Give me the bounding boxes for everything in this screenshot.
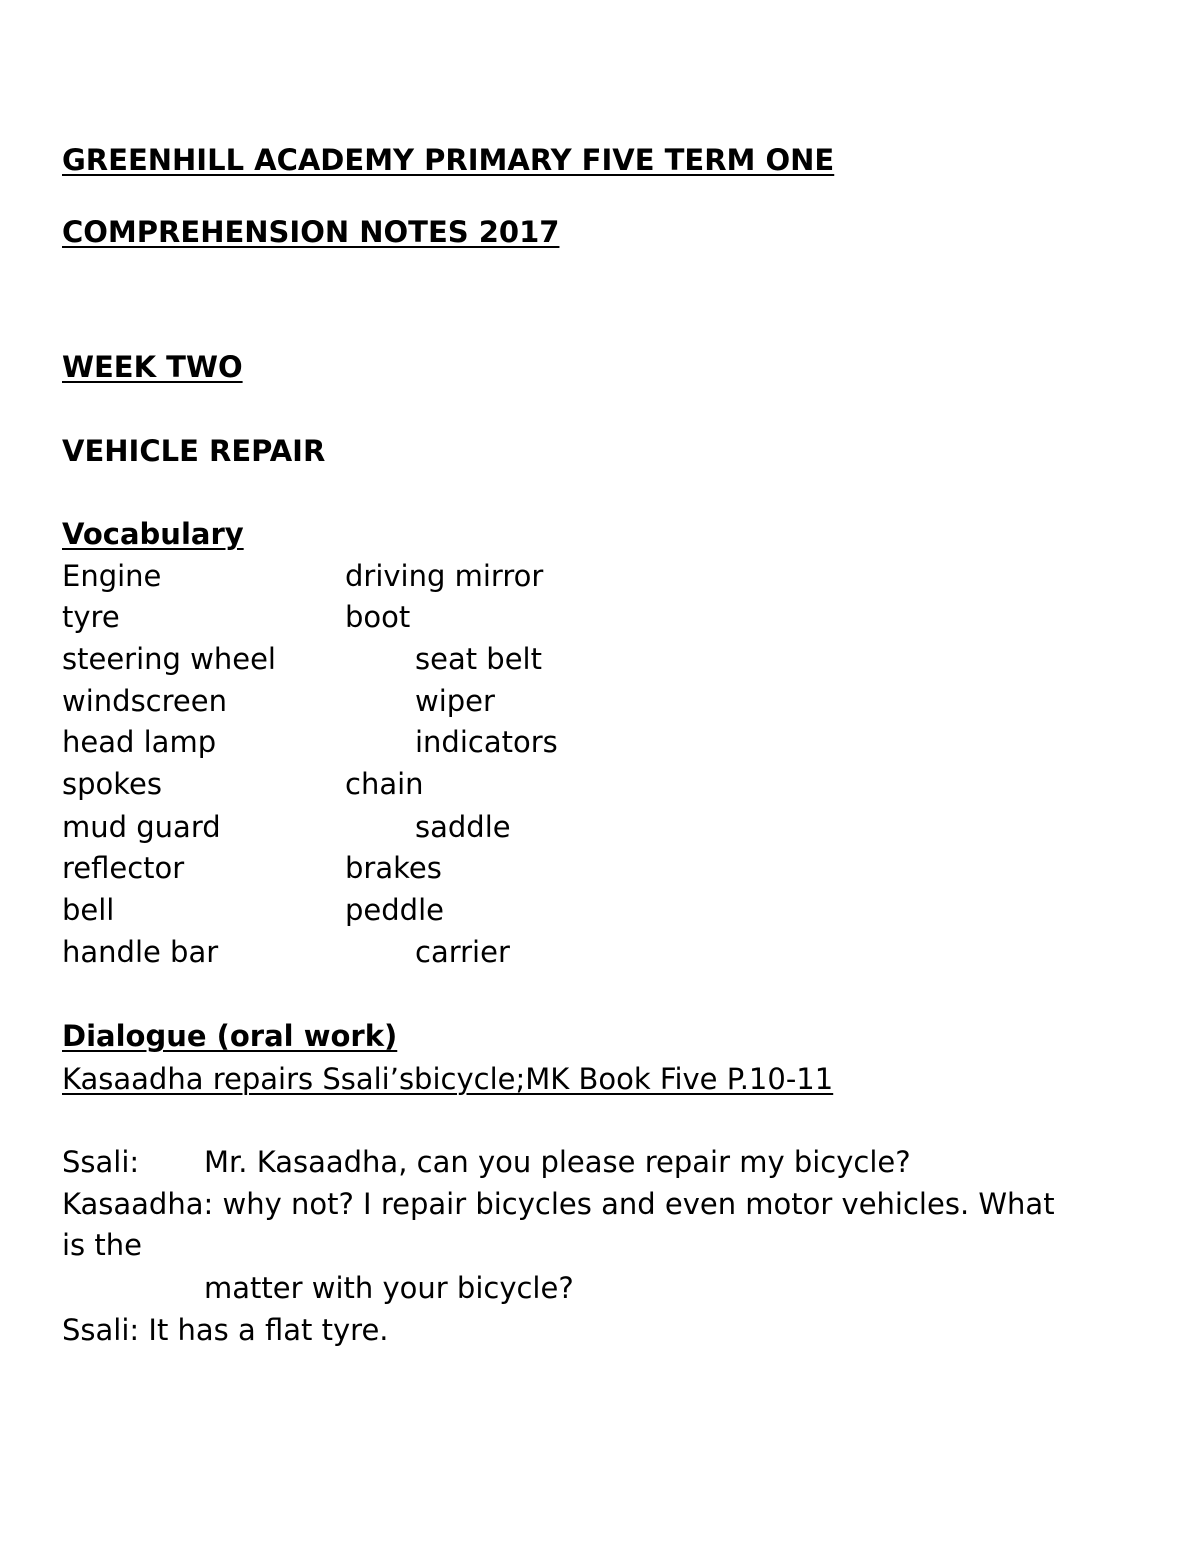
vocab-word-left: head lamp bbox=[62, 725, 217, 759]
vocab-word-right: carrier bbox=[415, 935, 510, 969]
vocab-word-left: steering wheel bbox=[62, 642, 276, 676]
vocab-word-left: bell bbox=[62, 893, 115, 927]
vocabulary-heading: Vocabulary bbox=[62, 517, 244, 551]
vocab-word-right: driving mirror bbox=[345, 559, 544, 593]
vocab-word-left: reflector bbox=[62, 851, 185, 885]
vocab-word-right: wiper bbox=[415, 684, 495, 718]
dialogue-subheading: Kasaadha repairs Ssali’sbicycle;MK Book Five P.10-11 bbox=[62, 1062, 834, 1096]
vocab-word-right: peddle bbox=[345, 893, 444, 927]
topic-heading: VEHICLE REPAIR bbox=[62, 434, 326, 468]
dialogue-speaker: Ssali: bbox=[62, 1145, 140, 1179]
vocab-word-left: spokes bbox=[62, 767, 162, 801]
dialogue-line: is the bbox=[62, 1228, 142, 1262]
vocab-word-right: chain bbox=[345, 767, 424, 801]
vocab-word-left: Engine bbox=[62, 559, 162, 593]
dialogue-line: Mr. Kasaadha, can you please repair my bicycle? bbox=[204, 1145, 911, 1179]
dialogue-line: matter with your bicycle? bbox=[204, 1271, 574, 1305]
vocab-word-right: seat belt bbox=[415, 642, 542, 676]
vocab-word-right: brakes bbox=[345, 851, 442, 885]
vocab-word-left: mud guard bbox=[62, 810, 221, 844]
dialogue-line: Ssali: It has a flat tyre. bbox=[62, 1313, 389, 1347]
vocab-word-left: tyre bbox=[62, 600, 120, 634]
dialogue-heading: Dialogue (oral work) bbox=[62, 1019, 398, 1053]
vocab-word-right: boot bbox=[345, 600, 411, 634]
title-line-1: GREENHILL ACADEMY PRIMARY FIVE TERM ONE bbox=[62, 143, 835, 177]
vocab-word-left: windscreen bbox=[62, 684, 227, 718]
dialogue-line: Kasaadha: why not? I repair bicycles and even motor vehicles. What bbox=[62, 1187, 1055, 1221]
vocab-word-right: indicators bbox=[415, 725, 558, 759]
vocab-word-left: handle bar bbox=[62, 935, 219, 969]
title-line-2: COMPREHENSION NOTES 2017 bbox=[62, 215, 560, 249]
week-heading: WEEK TWO bbox=[62, 350, 243, 384]
vocab-word-right: saddle bbox=[415, 810, 511, 844]
